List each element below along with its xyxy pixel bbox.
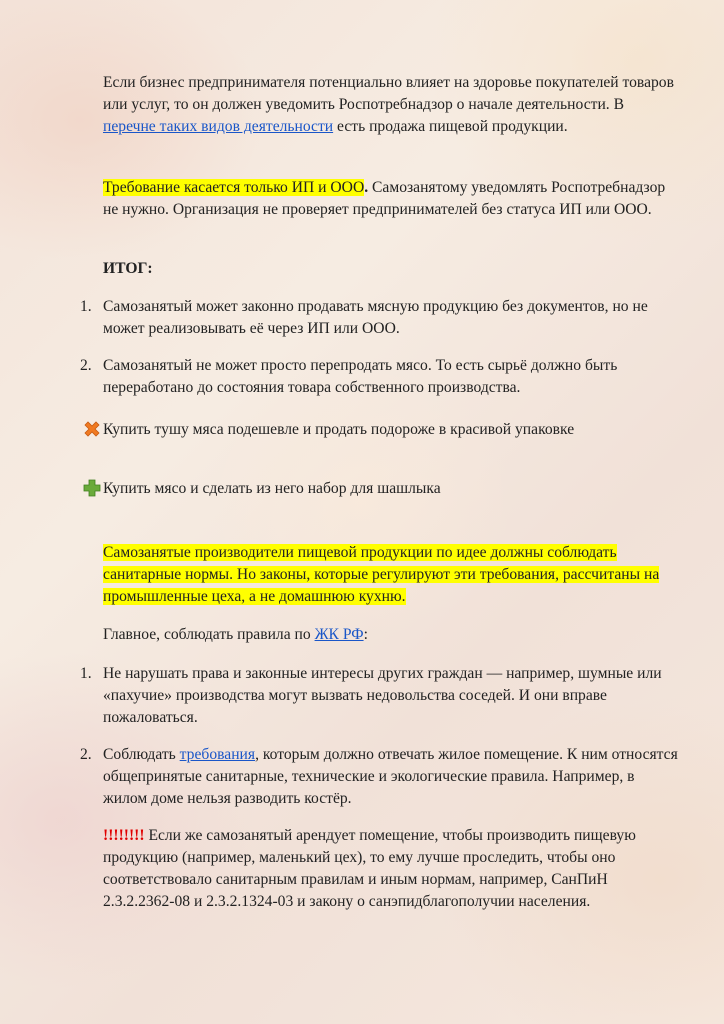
requirement-dot: . [364,179,369,196]
sanitary-paragraph [103,542,678,608]
list2-item-2-text-after: , которым должно отвечать жилое помещение. К ним относятся общепринятые санитарные, технические и экологические правила. Например, в жилом доме нельзя разводить костёр. [103,746,678,807]
bad-example-text: Купить тушу мяса подешевле и продать подороже в красивой упаковке [103,421,575,438]
requirement-text: Самозанятому уведомлять Роспотребнадзор не нужно. Организация не проверяет предпринимателей без статуса ИП или ООО. [103,179,666,218]
good-example-text: Купить мясо и сделать из него набор для шашлыка [103,480,441,497]
list1-item-2: Самозанятый не может просто перепродать мясо. То есть сырьё должно быть переработано до состояния товара собственного производства. [103,357,618,396]
alert-marks: !!!!!!!! [103,827,145,844]
list1-item-1: Самозанятый может законно продавать мясную продукцию без документов, но не может реализовывать её через ИП или ООО. [103,298,648,337]
rent-paragraph [103,825,678,913]
requirements-link[interactable]: требования [179,746,256,763]
intro-text-before: Если бизнес предпринимателя потенциально влияет на здоровье покупателей товаров или услуг, то он должен уведомить Роспотребнадзор о начале деятельности. В [103,74,674,113]
housing-code-text-after: : [363,626,368,643]
list2-item-1: Не нарушать права и законные интересы других граждан — например, шумные или «пахучие» производства могут вызвать недовольства соседей. И они вправе пожаловаться. [103,665,662,726]
housing-code-text-before: Главное, соблюдать правила по [103,626,315,643]
list2-number-1: 1. [80,665,92,682]
requirement-highlight: Требование касается только ИП и ООО [103,179,365,196]
plus-icon [82,478,102,498]
requirement-paragraph [103,177,678,221]
list2-item-2 [103,744,678,810]
cross-icon [82,419,102,439]
summary-heading: ИТОГ: [103,260,153,277]
sanitary-highlight: Самозанятые производители пищевой продукции по идее должны соблюдать санитарные нормы. Но законы, которые регулируют эти требования, рассчитаны на промышленные цеха, а не домашнюю кухню. [103,544,660,605]
rent-text: Если же самозанятый арендует помещение, чтобы производить пищевую продукцию (например, маленький цех), то ему лучше проследить, чтобы оно соответствовало санитарным правилам и иным нормам, например, СанПиН 2.3.2.2362-08 и 2.3.2.1324-03 и закону о санэпидблагополучии населения. [103,827,636,910]
housing-code-paragraph [103,624,678,646]
activities-list-link[interactable]: перечне таких видов деятельности [103,118,334,135]
list2-number-2: 2. [80,746,92,763]
intro-text-after: есть продажа пищевой продукции. [333,118,568,135]
housing-code-link[interactable]: ЖК РФ [314,626,364,643]
list2-item-2-text-before: Соблюдать [103,746,180,763]
list1-number-1: 1. [80,298,92,315]
intro-paragraph [103,72,678,138]
list1-number-2: 2. [80,357,92,374]
